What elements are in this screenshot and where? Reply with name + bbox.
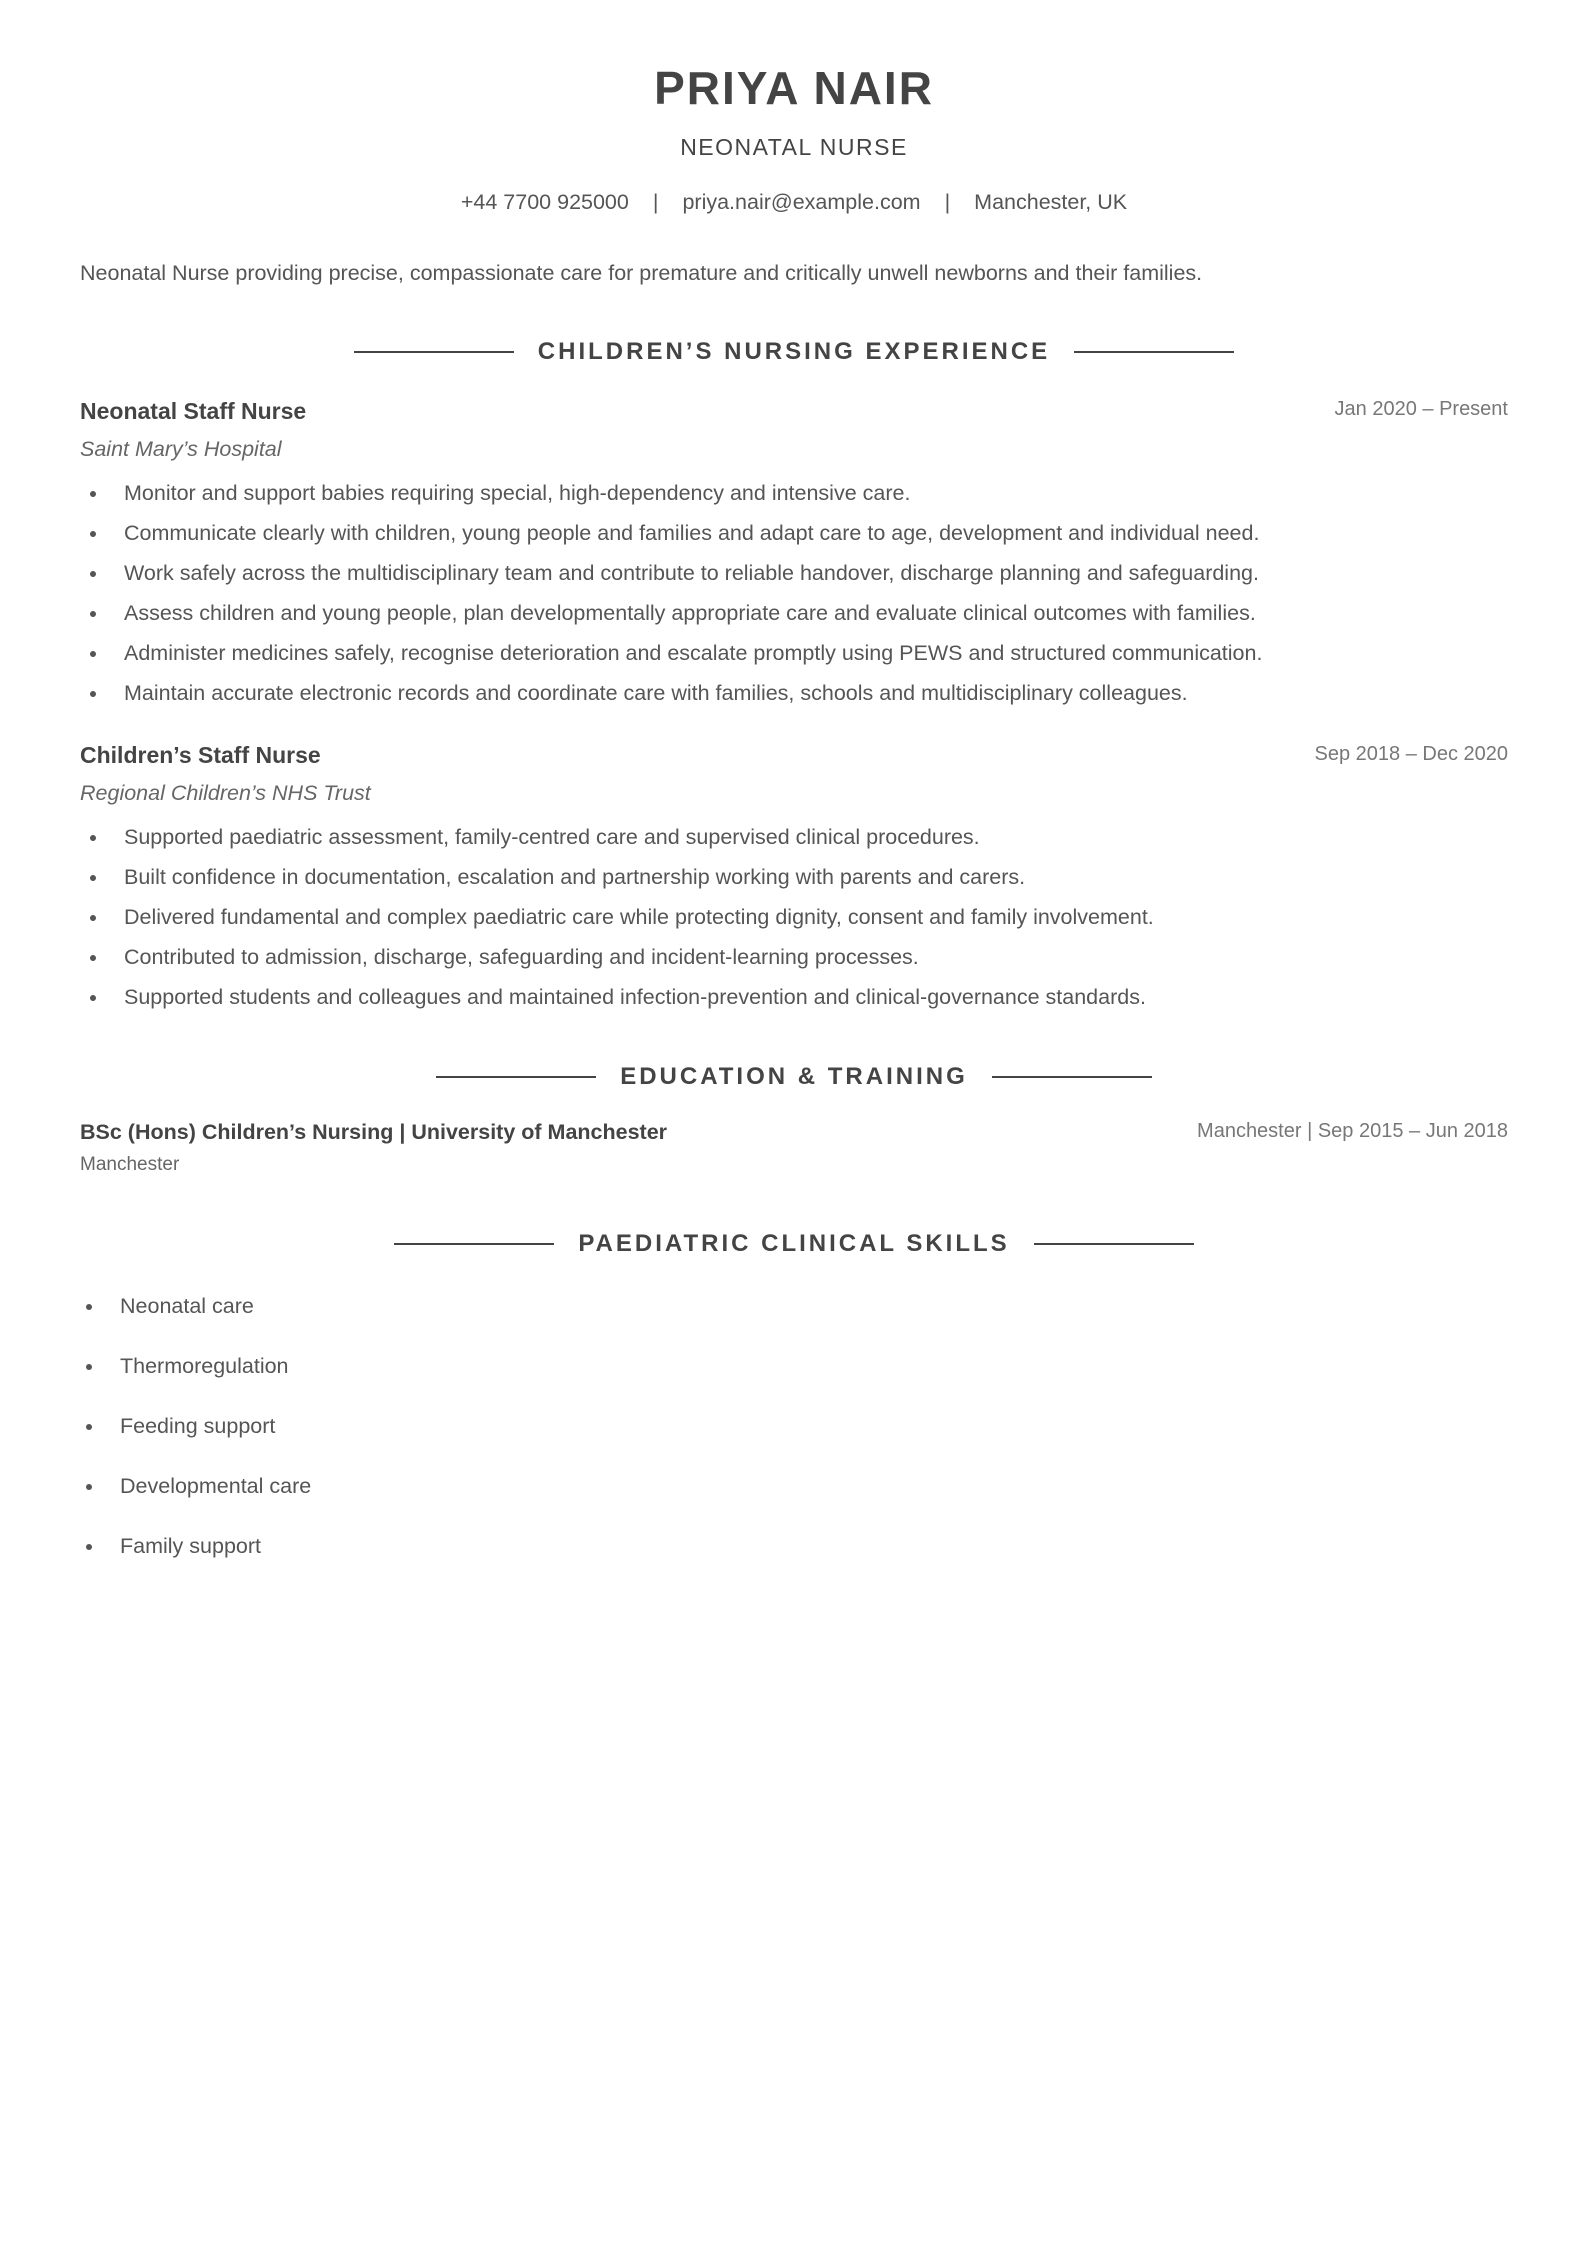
education-section-heading [80,1057,1508,1097]
list-item: Administer medicines safely, recognise deterioration and escalate promptly using PEWS and structured communication. [80,633,1508,673]
experience-heading-text: CHILDREN’S NURSING EXPERIENCE [537,338,1051,365]
experience-section-heading [80,332,1508,372]
heading-rule-right [1034,1243,1194,1245]
contact-separator: | [944,190,951,214]
list-item: Thermoregulation [80,1336,1508,1396]
job-title: Neonatal Staff Nurse [80,398,307,424]
job-dates: Jan 2020 – Present [1334,398,1508,420]
contact-separator: | [652,190,659,214]
job-dates: Sep 2018 – Dec 2020 [1314,743,1508,765]
skills-section-heading [80,1224,1508,1264]
list-item: Work safely across the multidisciplinary team and contribute to reliable handover, discharge planning and safeguarding. [80,553,1508,593]
education-meta: Manchester | Sep 2015 – Jun 2018 [1197,1120,1508,1142]
job-responsibilities [80,473,1508,713]
heading-rule-left [354,351,514,353]
list-item: Neonatal care [80,1276,1508,1336]
job-organization: Saint Mary’s Hospital [80,437,282,461]
job-title: Children’s Staff Nurse [80,742,321,768]
skills-heading-text: PAEDIATRIC CLINICAL SKILLS [578,1230,1010,1257]
list-item: Assess children and young people, plan developmentally appropriate care and evaluate clinical outcomes with families. [80,593,1508,633]
list-item: Communicate clearly with children, young people and families and adapt care to age, development and individual need. [80,513,1508,553]
list-item: Developmental care [80,1456,1508,1516]
contact-location: Manchester, UK [974,190,1128,214]
professional-summary: Neonatal Nurse providing precise, compassionate care for premature and critically unwell newborns and their families. [80,261,1203,285]
list-item: Maintain accurate electronic records and coordinate care with families, schools and multidisciplinary colleagues. [80,673,1508,713]
contact-phone: +44 7700 925000 [460,190,629,214]
list-item: Built confidence in documentation, escalation and partnership working with parents and carers. [80,857,1508,897]
education-degree: BSc (Hons) Children’s Nursing | University of Manchester [80,1120,668,1144]
list-item: Feeding support [80,1396,1508,1456]
job-organization: Regional Children’s NHS Trust [80,781,371,805]
education-heading-text: EDUCATION & TRAINING [620,1063,968,1090]
list-item: Family support [80,1516,1508,1576]
heading-rule-left [436,1076,596,1078]
list-item: Supported paediatric assessment, family-centred care and supervised clinical procedures. [80,817,1508,857]
job-responsibilities [80,817,1508,1017]
list-item: Monitor and support babies requiring special, high-dependency and intensive care. [80,473,1508,513]
education-city: Manchester [80,1154,180,1175]
list-item: Delivered fundamental and complex paediatric care while protecting dignity, consent and family involvement. [80,897,1508,937]
heading-rule-right [1074,351,1234,353]
list-item: Supported students and colleagues and maintained infection-prevention and clinical-governance standards. [80,977,1508,1017]
skills-list [80,1276,1508,1576]
heading-rule-left [394,1243,554,1245]
candidate-name: PRIYA NAIR [654,62,934,114]
list-item: Contributed to admission, discharge, safeguarding and incident-learning processes. [80,937,1508,977]
contact-line [80,186,1508,218]
heading-rule-right [992,1076,1152,1078]
contact-email: priya.nair@example.com [682,190,921,214]
candidate-role: NEONATAL NURSE [680,134,908,160]
